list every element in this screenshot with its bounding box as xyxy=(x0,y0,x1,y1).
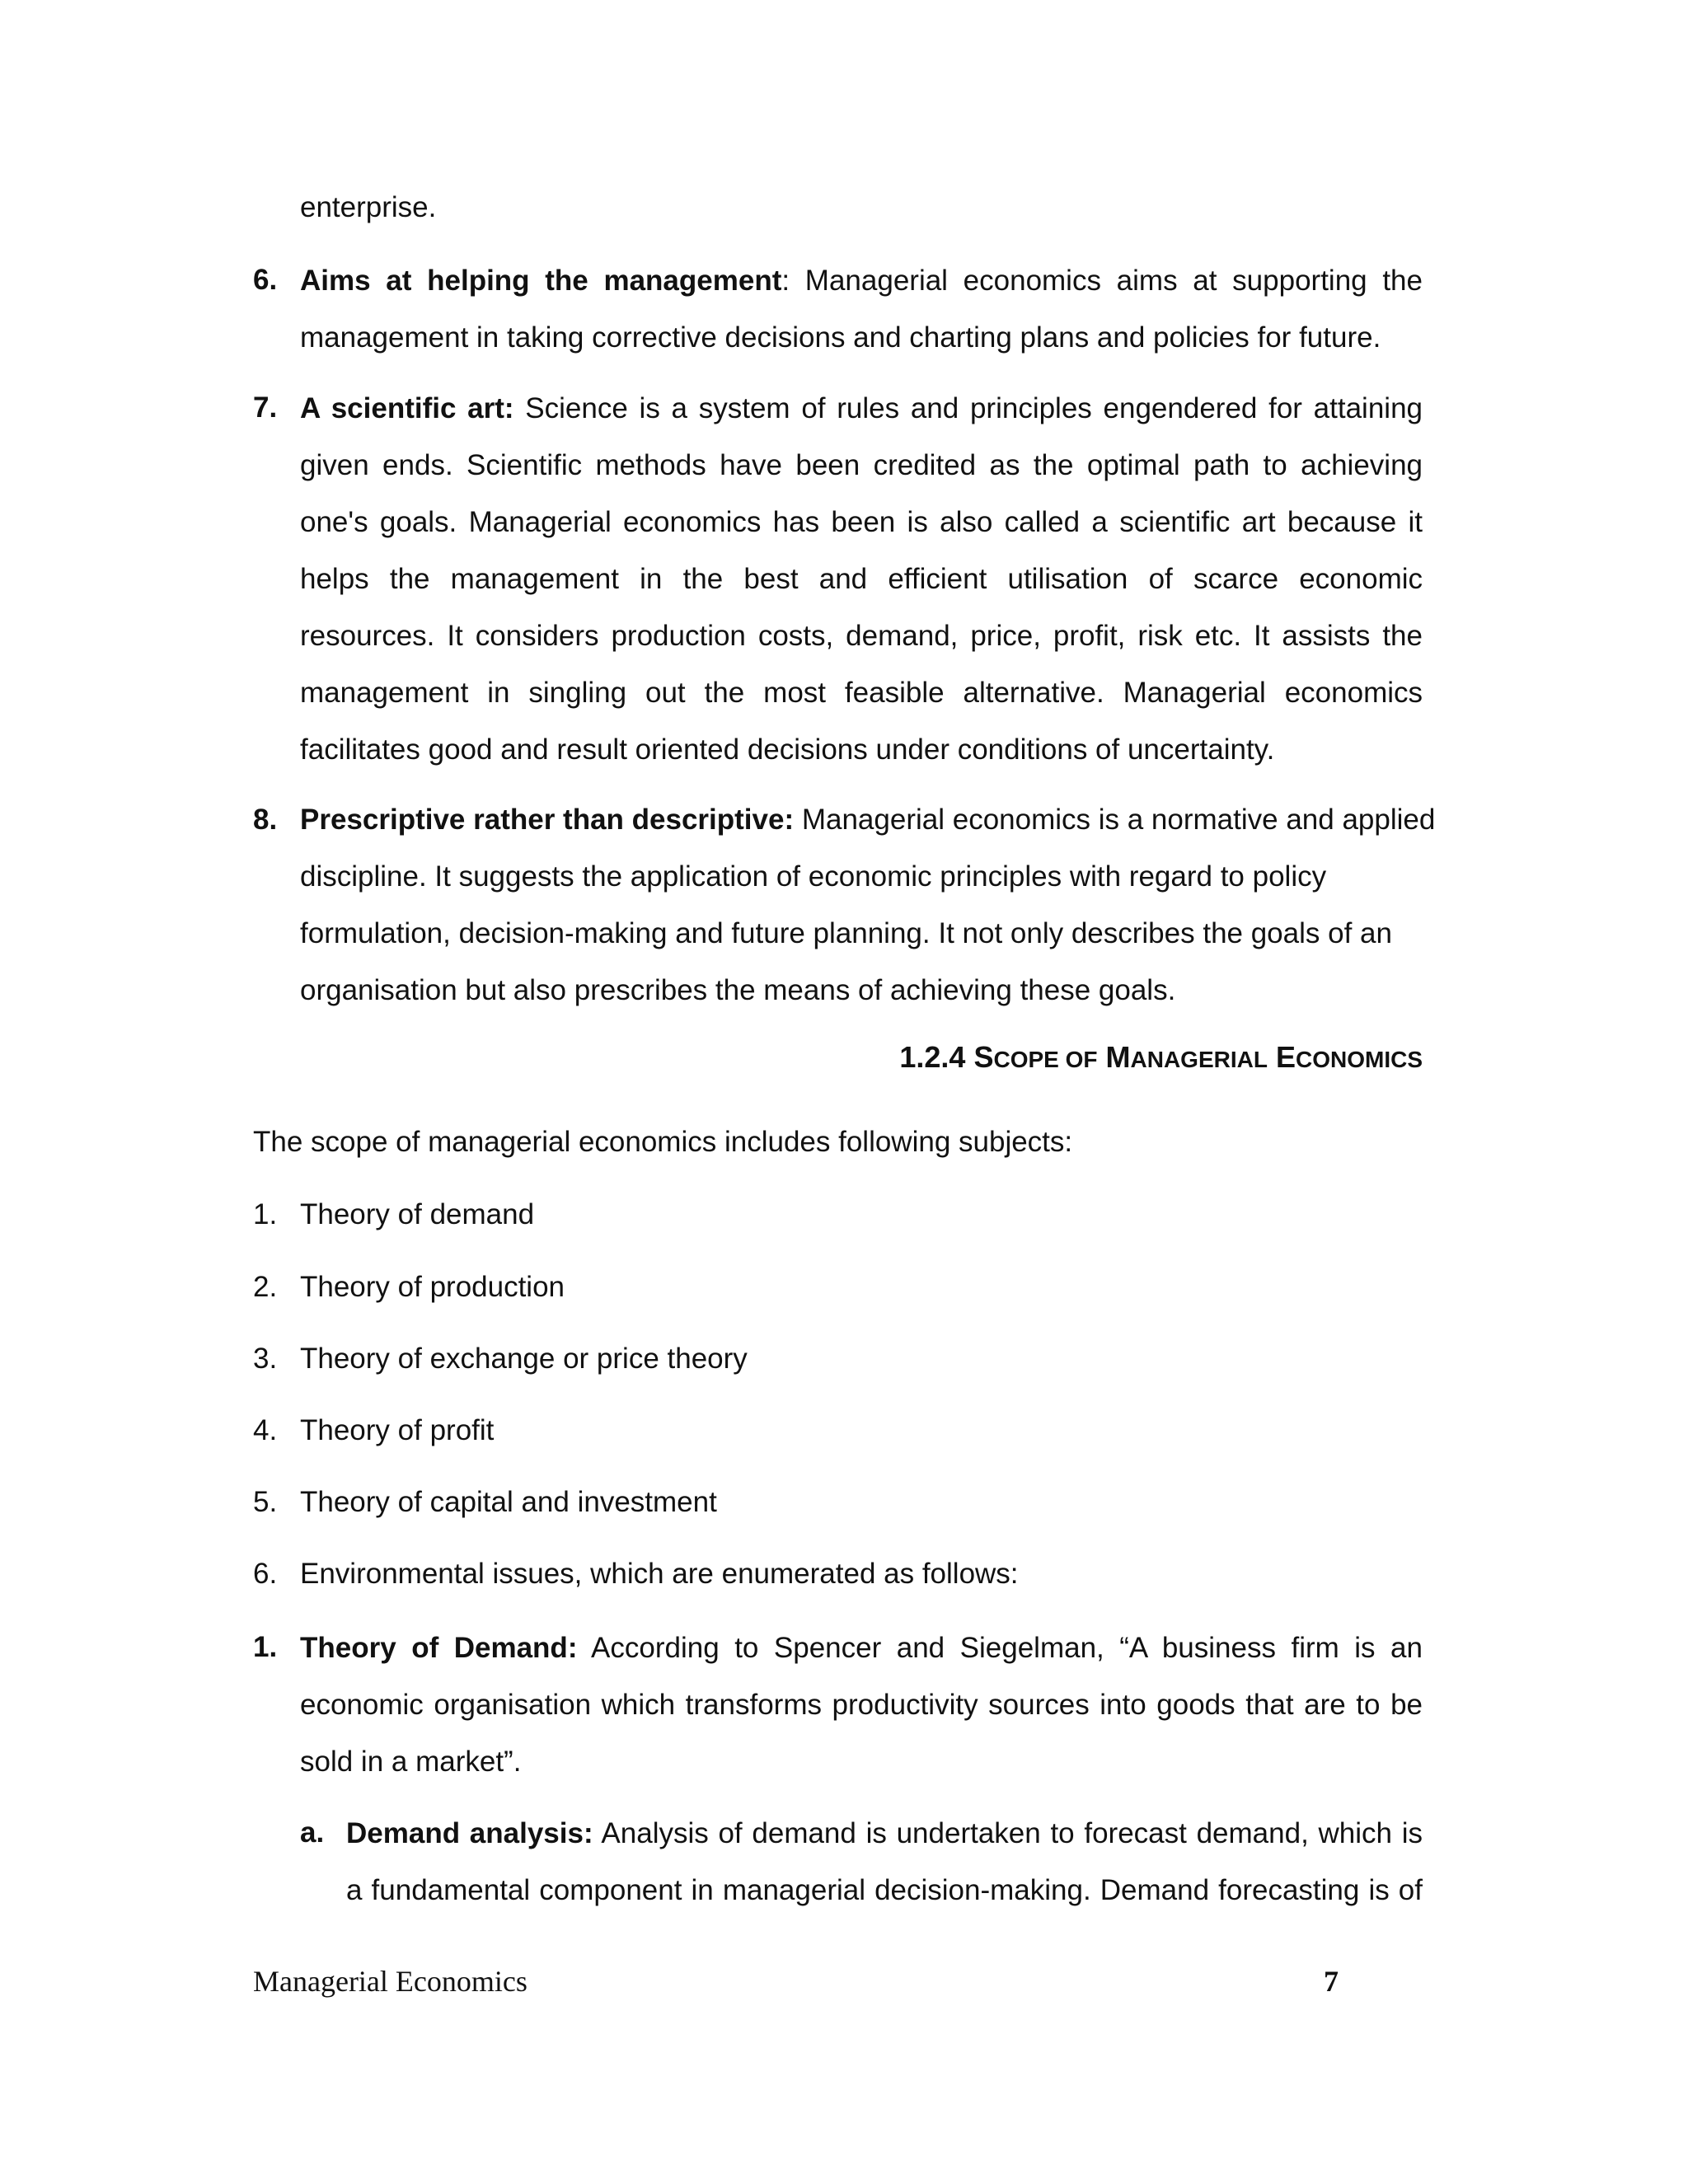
item-8-line-3: formulation, decision-making and future planning. It not only describes the goals of an xyxy=(300,917,1392,949)
scope-intro: The scope of managerial economics includes following subjects: xyxy=(253,1126,1073,1158)
page-number: 7 xyxy=(1324,1965,1339,1998)
scope-item-6-number: 6. xyxy=(253,1558,278,1590)
scope-item-1-text: Theory of demand xyxy=(300,1198,535,1230)
theory-demand-bold: Theory of Demand: xyxy=(300,1632,578,1664)
scope-item-4-number: 4. xyxy=(253,1414,278,1446)
item-6-number: 6. xyxy=(253,264,278,296)
heading-cap-s: S xyxy=(973,1040,994,1074)
item-8-line-1 xyxy=(300,804,1435,837)
continuation-text: enterprise. xyxy=(300,191,437,223)
heading-rest-3: CONOMICS xyxy=(1296,1047,1423,1072)
demand-analysis-bold: Demand analysis: xyxy=(346,1817,593,1849)
heading-number: 1.2.4 xyxy=(899,1040,966,1074)
heading-cap-m: M xyxy=(1105,1040,1131,1074)
item-6-bold: Aims at helping the management xyxy=(300,265,782,297)
demand-analysis-paragraph xyxy=(346,1805,1423,1919)
heading-cap-e: E xyxy=(1275,1040,1296,1074)
item-6-paragraph xyxy=(300,252,1423,366)
scope-item-6-text: Environmental issues, which are enumerated as follows: xyxy=(300,1558,1019,1590)
demand-analysis-text: Analysis of demand is undertaken to forecast demand, which is a fundamental component in managerial decision-making. Demand forecasting is of xyxy=(346,1817,1423,1906)
scope-item-5-text: Theory of capital and investment xyxy=(300,1486,717,1518)
item-8-text-1: Managerial economics is a normative and applied xyxy=(794,804,1436,836)
item-8-bold: Prescriptive rather than descriptive: xyxy=(300,804,795,836)
scope-item-4-text: Theory of profit xyxy=(300,1414,495,1446)
scope-item-3-text: Theory of exchange or price theory xyxy=(300,1343,748,1375)
scope-item-3-number: 3. xyxy=(253,1343,278,1375)
theory-demand-paragraph xyxy=(300,1619,1423,1790)
scope-item-1-number: 1. xyxy=(253,1198,278,1230)
scope-item-5-number: 5. xyxy=(253,1486,278,1518)
item-8-line-2: discipline. It suggests the application of economic principles with regard to policy xyxy=(300,860,1327,893)
item-7-text: Science is a system of rules and principles engendered for attaining given ends. Scientific methods have been credited as the optimal path to achieving one's goals. Managerial economics has been is also called a scientific art because it helps the management in the best and efficient utilisation of scarce economic resources. It considers production costs, demand, price, profit, risk etc. It assists the management in singling out the most feasible alternative. Managerial economics facilitates good and result oriented decisions under conditions of uncertainty. xyxy=(300,392,1423,766)
item-7-number: 7. xyxy=(253,391,278,424)
theory-demand-text: According to Spencer and Siegelman, “A business firm is an economic organisation which transforms productivity sources into goods that are to be sold in a market”. xyxy=(300,1632,1423,1778)
scope-item-2-number: 2. xyxy=(253,1271,278,1303)
item-7-bold: A scientific art: xyxy=(300,392,514,424)
heading-rest-1: COPE OF xyxy=(993,1047,1098,1072)
item-7-paragraph xyxy=(300,380,1423,778)
item-8-number: 8. xyxy=(253,804,278,836)
scope-item-2-text: Theory of production xyxy=(300,1271,565,1303)
section-heading xyxy=(899,1040,1423,1075)
theory-demand-number: 1. xyxy=(253,1631,278,1663)
item-8-line-4: organisation but also prescribes the means of achieving these goals. xyxy=(300,974,1176,1006)
heading-rest-2: ANAGERIAL xyxy=(1130,1047,1268,1072)
item-6-text: : Managerial economics aims at supporting the management in taking corrective decisions and charting plans and policies for future. xyxy=(300,265,1423,354)
footer-title: Managerial Economics xyxy=(253,1965,528,1998)
demand-analysis-letter: a. xyxy=(300,1816,325,1849)
